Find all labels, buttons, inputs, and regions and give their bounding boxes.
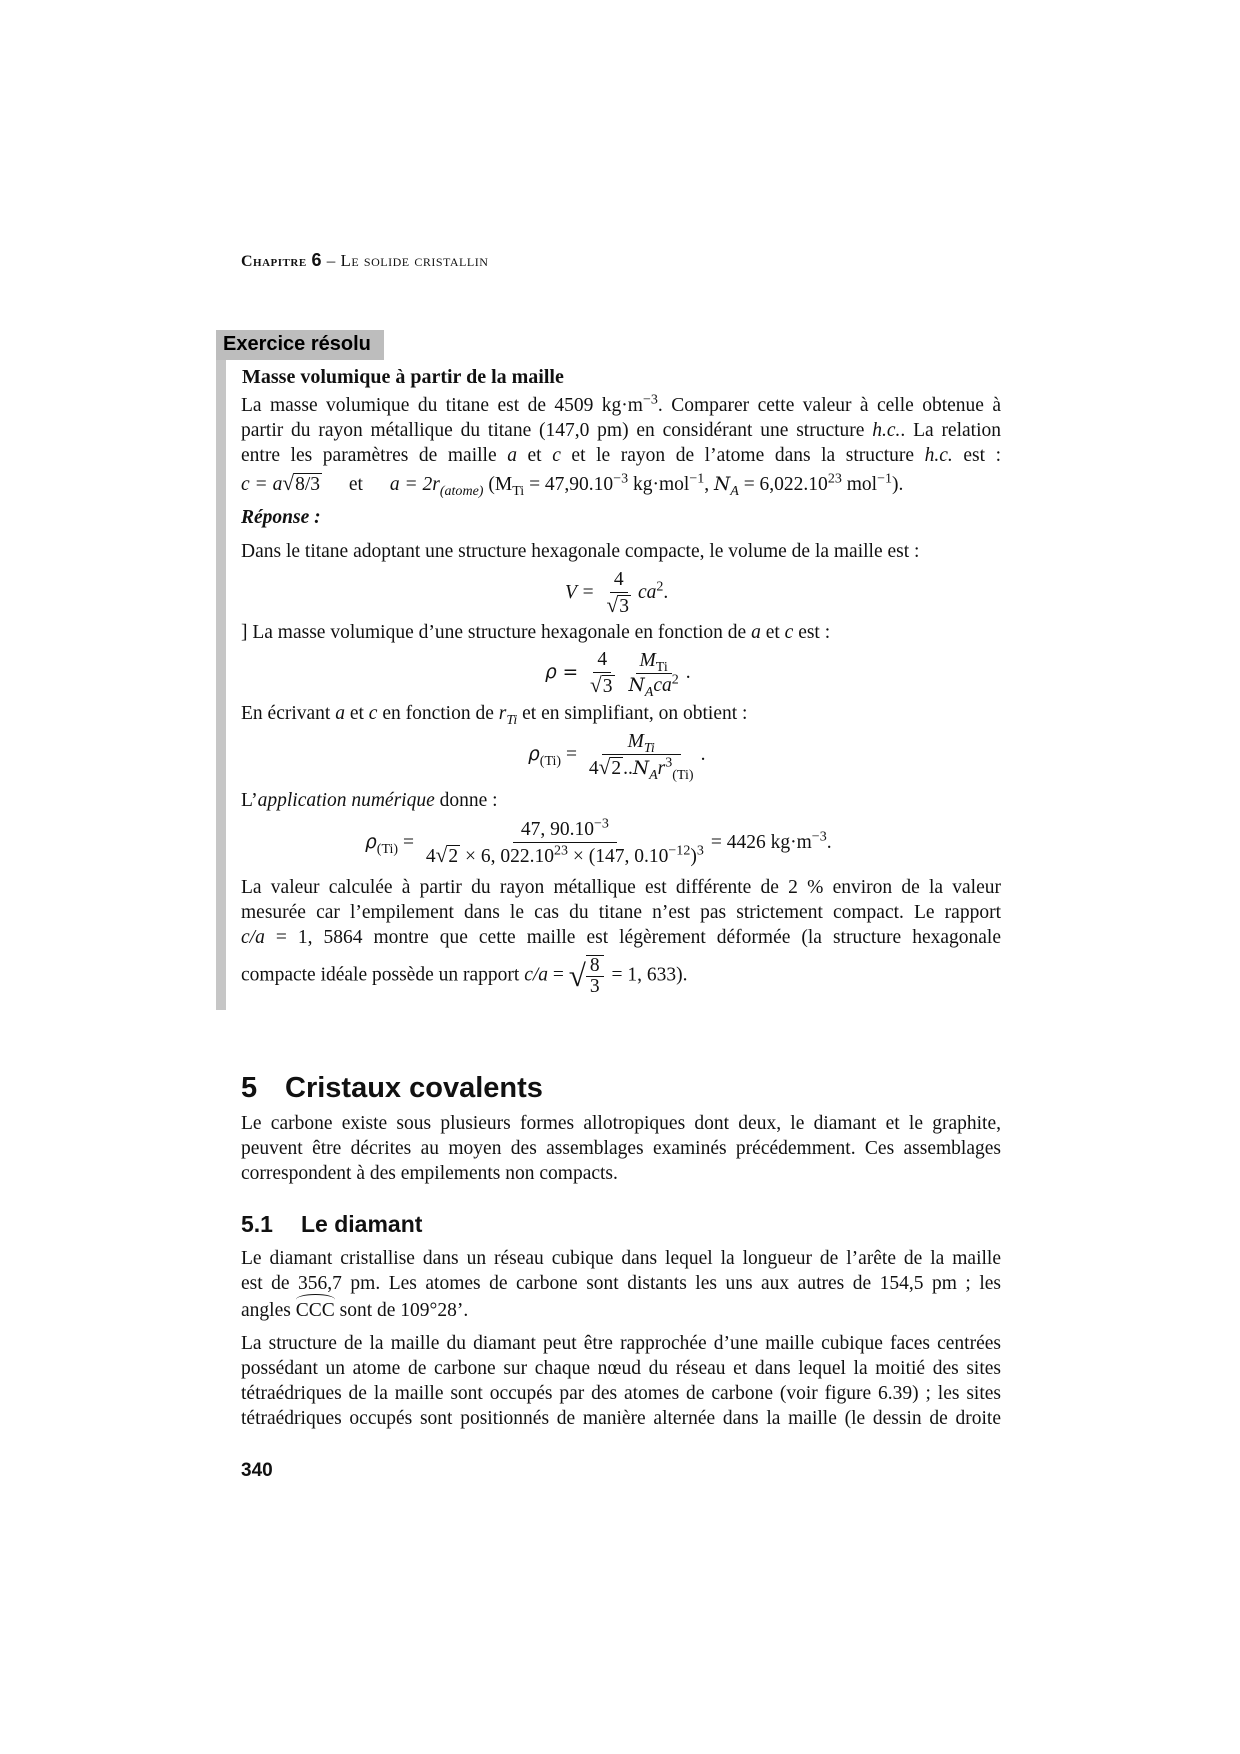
exercise-statement-line-3: entre les paramètres de maille a et c et le rayon de l’atome dans la structure h.c. est :: [241, 445, 1001, 466]
exercise-tab-label: Exercice résolu: [223, 333, 371, 355]
section-5-1-line-5: possédant un atome de carbone sur chaque nœud du réseau et dans lequel la moitié des sites: [241, 1358, 1001, 1379]
conclusion-line-3: c/a = 1, 5864 montre que cette maille est légèrement déformée (la structure hexagonale: [241, 927, 1001, 948]
conclusion-line-1: La valeur calculée à partir du rayon métallique est différente de 2 % environ de la valeur: [241, 877, 1001, 898]
exercise-statement-line-2: partir du rayon métallique du titane (147,0 pm) en considérant une structure h.c.. La relation: [241, 420, 1001, 441]
page-number: 340: [241, 1460, 273, 1481]
answer-label: Réponse :: [241, 507, 321, 528]
section-5-1-line-3: angles CCC sont de 109°28’.: [241, 1300, 469, 1321]
equation-density-titanium: $\rho_{(Ti)}$ = $\frac{M_{Ti}}{4√2 ..N_Ar^3_{(Ti)}}$ .: [528, 731, 706, 783]
chapter-label: Chapitre: [241, 253, 307, 270]
running-header: [241, 250, 488, 271]
answer-line-4: L’application numérique donne :: [241, 790, 498, 811]
answer-line-2: ] La masse volumique d’une structure hexagonale en fonction de a et c est :: [241, 622, 831, 643]
answer-line-3: En écrivant a et c en fonction de $r_{Ti}$ et en simplifiant, on obtient :: [241, 703, 748, 728]
exercise-title: Masse volumique à partir de la maille: [242, 366, 564, 388]
exercise-statement-line-1: La masse volumique du titane est de 4509 $kg\cdot m^{-3}$. Comparer cette valeur à celle obtenue à: [241, 391, 1001, 416]
section-heading-5: 5 Cristaux covalents: [241, 1072, 543, 1104]
exercise-relations: c = a√8/3 et $a = 2r_{(atome)}$ ($M_{Ti} = 47,90.10^{-3}$ kg·mol$^{-1}$, $N_A = 6,022.10^{23}$ mol$^{-1}$).: [241, 470, 904, 499]
conclusion-line-2: mesurée car l’empilement dans le cas du titane n’est pas strictement compact. Le rapport: [241, 902, 1001, 923]
conclusion-line-4: compacte idéale possède un rapport c/a = √ $\frac{8}{3}$ = 1, 633).: [241, 955, 688, 997]
equation-volume: V = $\frac{4}{√3}$ $ca^2$.: [565, 569, 669, 617]
equation-numeric: $\rho_{(Ti)}$ = $\frac{47, 90.10^{-3}}{4√2 \times 6, 022.10^{23} \times (147, 0.10^{-12})^3}$ = 4426 $kg\cdot m^{-3}$.: [365, 815, 832, 867]
section-5-1-line-6: tétraédriques de la maille sont occupés par des atomes de carbone (voir figure 6.39) ; les sites: [241, 1383, 1001, 1404]
section-5-line-3: correspondent à des empilements non compacts.: [241, 1163, 618, 1184]
chapter-title: Le solide cristallin: [340, 251, 489, 270]
angle-mark: CCC: [295, 1300, 335, 1321]
section-5-1-line-4: La structure de la maille du diamant peut être rapprochée d’une maille cubique faces centrées: [241, 1333, 1001, 1354]
section-5-line-1: Le carbone existe sous plusieurs formes allotropiques dont deux, le diamant et le graphite,: [241, 1113, 1001, 1134]
section-5-1-line-7: tétraédriques occupés sont positionnés de manière alternée dans la maille (le dessin de droite: [241, 1408, 1001, 1429]
equation-density-general: ρ = $\frac{4}{√3}$ $\frac{M_{Ti}}{N_Aca^2}$ .: [545, 649, 691, 700]
exercise-sidebar-bar: [216, 330, 226, 1010]
header-separator: –: [326, 251, 336, 270]
section-5-1-line-2: est de 356,7 pm. Les atomes de carbone sont distants les uns aux autres de 154,5 pm ; les: [241, 1273, 1001, 1294]
answer-line-1: Dans le titane adoptant une structure hexagonale compacte, le volume de la maille est :: [241, 541, 920, 562]
section-5-line-2: peuvent être décrites au moyen des assemblages examinés précédemment. Ces assemblages: [241, 1138, 1001, 1159]
section-heading-5-1: 5.1 Le diamant: [241, 1211, 423, 1237]
section-5-1-line-1: Le diamant cristallise dans un réseau cubique dans lequel la longueur de l’arête de la maille: [241, 1248, 1001, 1269]
chapter-number: 6: [311, 250, 322, 270]
